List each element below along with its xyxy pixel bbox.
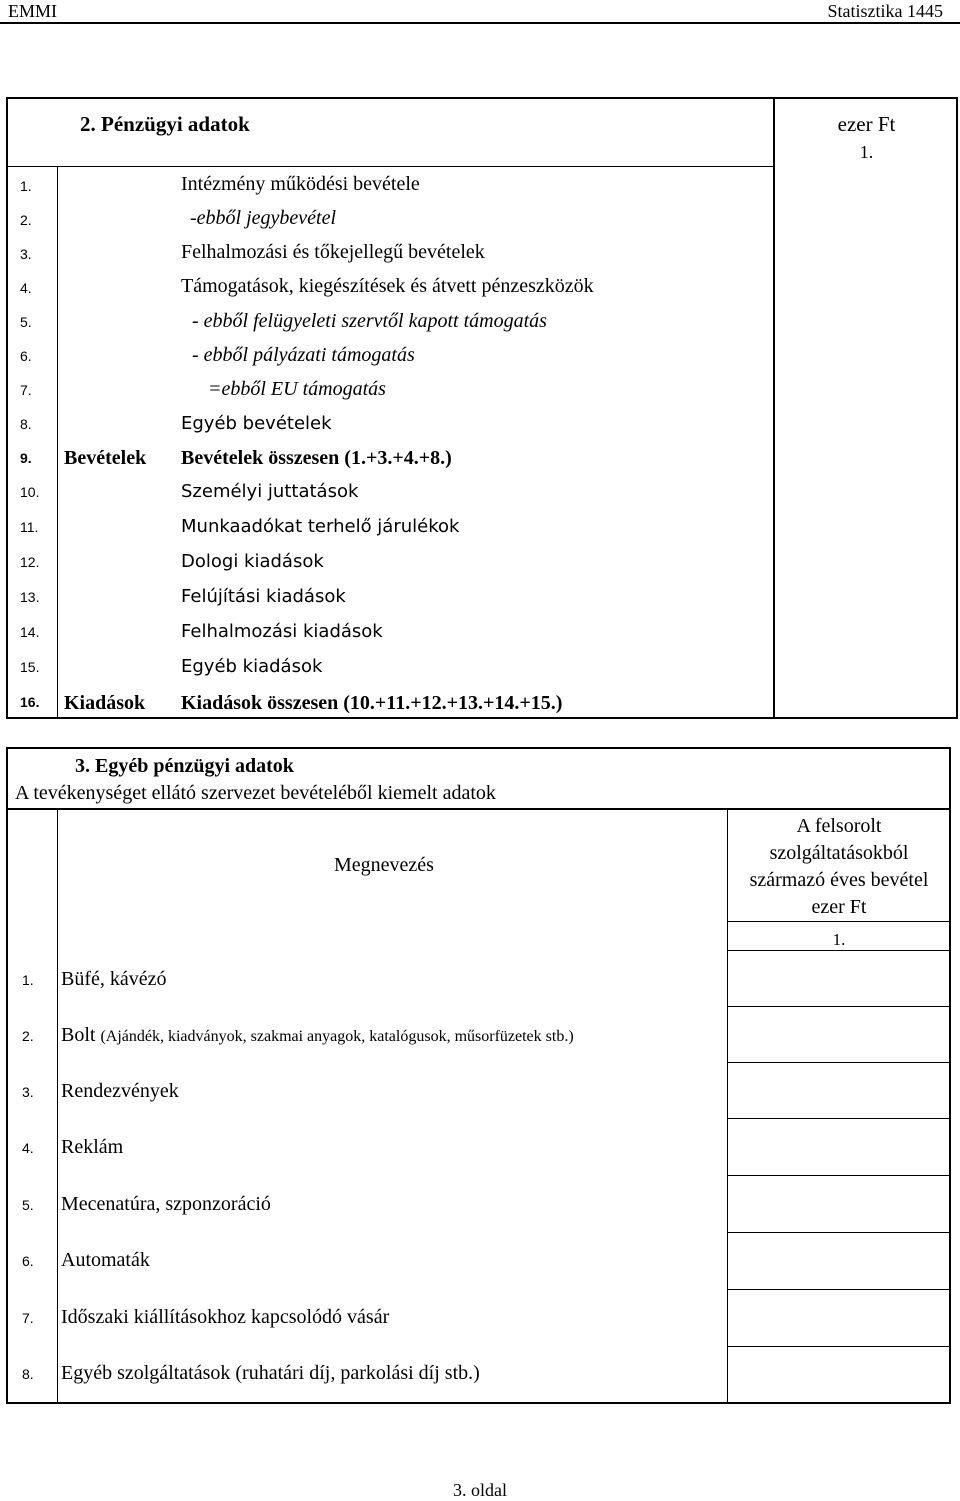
row-label: Munkaadókat terhelő járulékok [181,516,460,537]
column-number: 1. [832,930,846,949]
page-number: 3. oldal [453,1480,507,1500]
row-number: 16. [20,694,40,710]
row-number: 3. [22,1084,34,1100]
row-divider [727,1346,951,1347]
row-label: Egyéb bevételek [181,413,332,434]
header-left-text: EMMI [8,1,57,21]
revenue-column-header-line: származó éves bevétel [749,869,929,891]
row-label-text: Reklám [61,1136,124,1158]
row-number: 5. [20,314,32,330]
revenue-column-header-line: szolgáltatásokból [769,842,909,864]
row-number: 4. [20,280,32,296]
row-label [61,1136,123,1159]
row-divider [727,1118,951,1119]
row-number: 4. [22,1140,34,1156]
row-divider [727,1232,951,1233]
row-label: Intézmény működési bevétele [181,173,420,195]
table-header-divider [6,166,775,167]
row-divider [727,950,951,951]
row-label: Felhalmozási és tőkejellegű bevételek [181,241,485,263]
row-divider [727,1289,951,1290]
row-label: -ebből jegybevétel [190,207,337,229]
value-column-divider [727,950,728,1404]
revenue-column-header [728,813,950,921]
row-label [61,968,167,991]
row-number: 1. [22,972,34,988]
row-number: 8. [20,416,32,432]
row-label-text: Automaták [61,1249,150,1271]
row-label [61,1306,389,1329]
financial-data-table [6,97,958,719]
column-number: 1. [859,142,874,162]
row-number: 9. [20,450,32,466]
row-number: 12. [20,554,40,570]
row-label [61,1193,271,1216]
column-number-divider [727,921,951,922]
row-label-text: Bolt [61,1024,96,1046]
row-number: 2. [22,1028,34,1044]
row-label: Kiadások összesen (10.+11.+12.+13.+14.+15.) [181,692,563,714]
section-2-title: 2. Pénzügyi adatok [80,112,250,136]
row-label: - ebből pályázati támogatás [192,344,415,366]
header-divider [0,22,960,24]
row-label-text: Rendezvények [61,1080,179,1102]
row-label-text: Büfé, kávézó [61,968,167,990]
row-divider [727,1175,951,1176]
row-label [61,1080,179,1103]
row-number: 6. [20,348,32,364]
row-number: 10. [20,484,40,500]
row-label: Felhalmozási kiadások [181,621,383,642]
row-number: 11. [20,519,39,535]
row-number-column-divider [57,166,58,719]
section-3-title: 3. Egyéb pénzügyi adatok [75,755,294,777]
row-divider [727,1062,951,1063]
name-column-header: Megnevezés [334,854,434,876]
row-label [61,1362,480,1385]
row-label: Dologi kiadások [181,551,324,572]
revenue-column-header-line: ezer Ft [811,896,867,918]
row-label [61,1024,574,1047]
row-number: 2. [20,212,32,228]
row-label: Támogatások, kiegészítések és átvett pénzeszközök [181,275,594,297]
row-number-column-divider [57,808,58,1404]
row-number: 15. [20,659,40,675]
row-number: 1. [20,178,32,194]
row-label [61,1249,150,1272]
row-number: 7. [22,1310,34,1326]
row-number: 3. [20,246,32,262]
row-label-note: (Ajándék, kiadványok, szakmai anyagok, katalógusok, műsorfüzetek stb.) [100,1028,574,1045]
row-number: 5. [22,1197,34,1213]
row-label: Felújítási kiadások [181,586,346,607]
row-label: =ebből EU támogatás [208,378,386,400]
row-label: - ebből felügyeleti szervtől kapott támogatás [192,310,547,332]
row-number: 8. [22,1366,34,1382]
unit-label: ezer Ft [837,112,896,136]
section-3-subtitle: A tevékenységet ellátó szervezet bevételéből kiemelt adatok [15,782,496,804]
header-right-text: Statisztika 1445 [827,1,943,21]
row-divider [727,1006,951,1007]
row-number: 14. [20,624,40,640]
value-column-divider [773,97,775,719]
row-label-text: Egyéb szolgáltatások (ruhatári díj, parkolási díj stb.) [61,1362,480,1384]
row-label: Egyéb kiadások [181,656,323,677]
group-label-expense: Kiadások [64,692,146,714]
group-label-revenue: Bevételek [64,447,147,469]
row-number: 6. [22,1253,34,1269]
row-label: Bevételek összesen (1.+3.+4.+8.) [181,447,452,469]
row-label-text: Mecenatúra, szponzoráció [61,1193,271,1215]
row-number: 13. [20,589,40,605]
row-label: Személyi juttatások [181,481,359,502]
revenue-column-header-line: A felsorolt [796,815,882,837]
row-label-text: Időszaki kiállításokhoz kapcsolódó vásár [61,1306,390,1328]
row-number: 7. [20,382,32,398]
